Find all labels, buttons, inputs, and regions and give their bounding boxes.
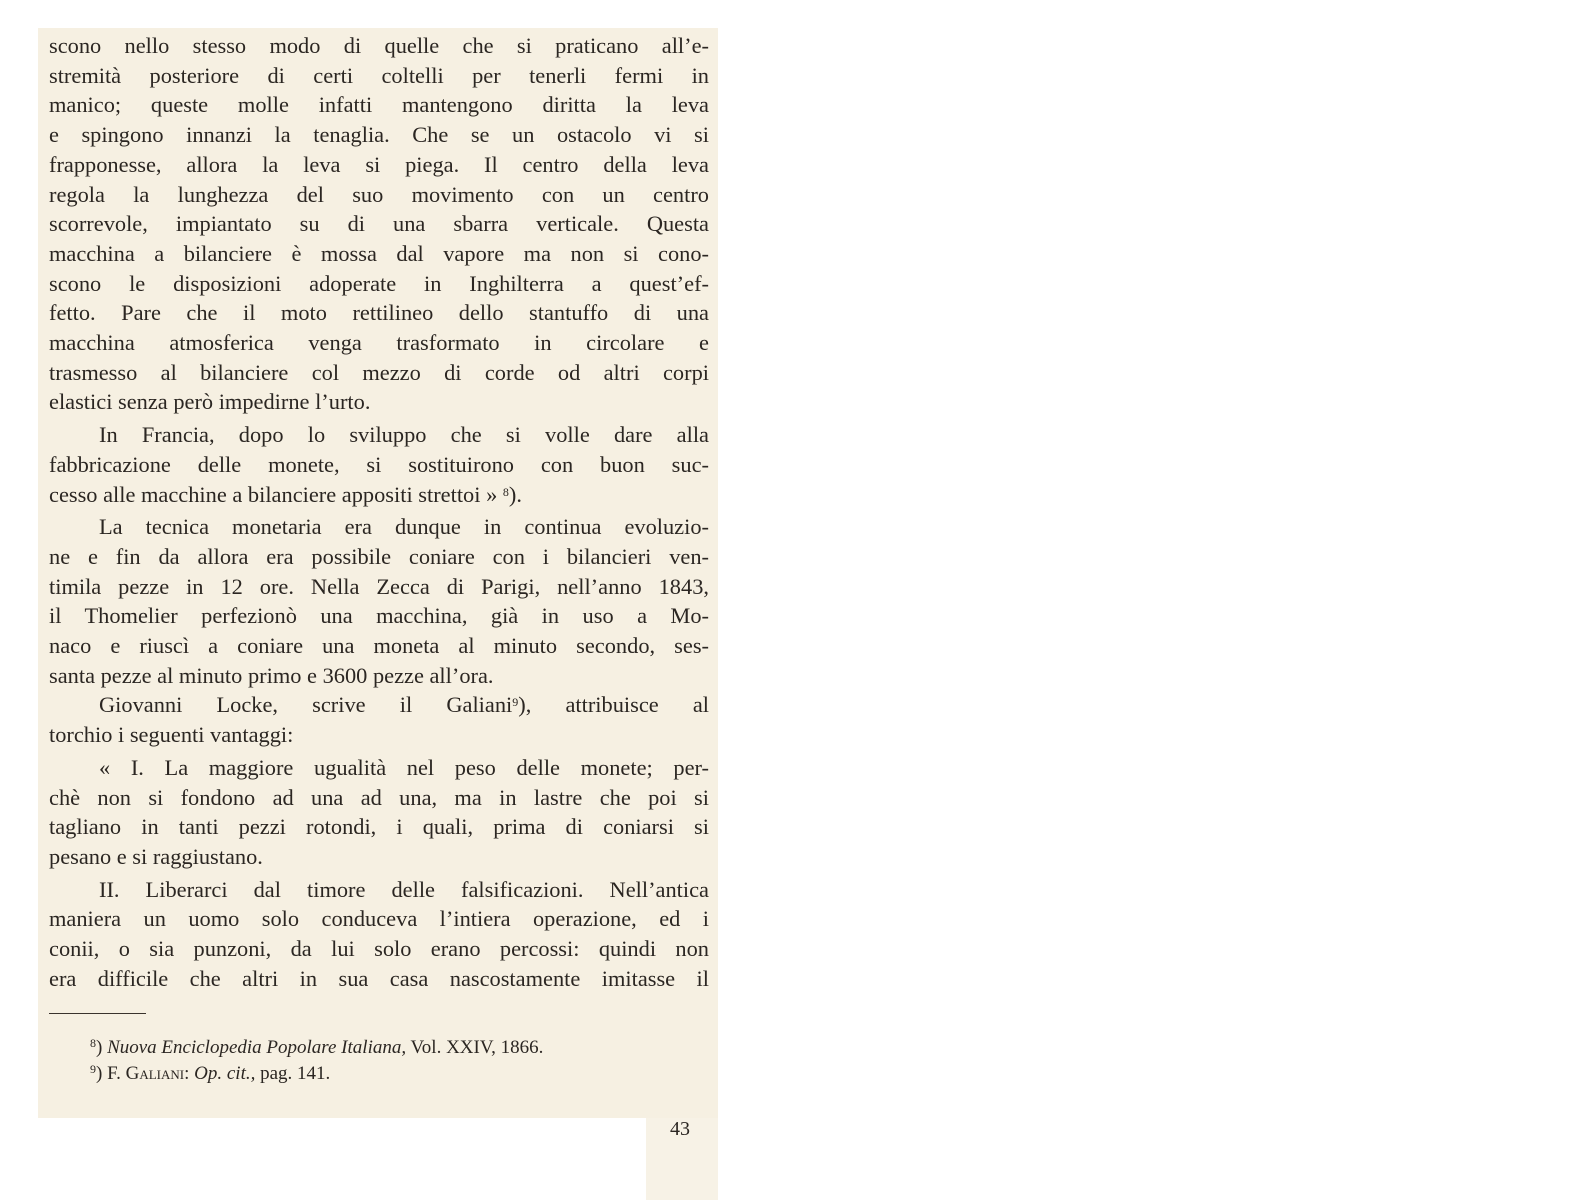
footnote-detail: Vol. XXIV, 1866. [406,1037,544,1058]
text-line [49,690,709,720]
paragraph-6 [49,875,709,994]
text-line: ne e fin da allora era possibile coniare con i bilancieri ven- [49,543,709,569]
text-line: manico; queste molle infatti mantengono diritta la leva [49,92,709,118]
footnote-ref-9: 9 [512,695,519,710]
footnote-separator [49,1013,146,1014]
text-line-part: ), attribuisce al [518,692,709,718]
text-line: fabbricazione delle monete, si sostituirono con buon suc- [49,451,709,477]
text-line: e spingono innanzi la tenaglia. Che se un ostacolo vi si [49,122,709,148]
scanned-page [38,28,718,1200]
text-line: torchio i seguenti vantaggi: [49,722,294,748]
text-line: chè non si fondono ad una ad una, ma in lastre che poi si [49,784,709,810]
text-line: maniera un uomo solo conduceva l’intiera operazione, ed i [49,906,709,932]
text-line-part: cesso alle macchine a bilanciere appositi strettoi » [49,481,503,507]
text-line: il Thomelier perfezionò una macchina, già in uso a Mo- [49,603,709,629]
text-line-part: ). [508,481,522,507]
body-text [49,31,709,994]
footnote-separator-text: : [184,1063,195,1084]
text-line: conii, o sia punzoni, da lui solo erano percossi: quindi non [49,936,709,962]
paragraph-1 [49,31,709,417]
text-line: trasmesso al bilanciere col mezzo di corde od altri corpi [49,359,709,385]
text-line: era difficile che altri in sua casa nascostamente imitasse il [49,965,709,991]
footnote-title: Op. cit., [194,1063,256,1084]
text-line: timila pezze in 12 ore. Nella Zecca di Parigi, nell’anno 1843, [49,573,709,599]
paragraph-2 [49,420,709,509]
text-line [49,480,709,510]
footnote-8: $^8$) Nuova Enciclopedia Popolare Italiana, Vol. XXIV, 1866. [90,1036,544,1058]
footnote-detail: pag. 141. [255,1063,331,1084]
text-line: La tecnica monetaria era dunque in continua evoluzio- [99,514,709,540]
text-line: II. Liberarci dal timore delle falsificazioni. Nell’antica [99,876,709,902]
text-line: naco e riuscì a coniare una moneta al minuto secondo, ses- [49,633,709,659]
footnote-ref-8: 8 [502,484,509,499]
text-line: elastici senza però impedirne l’urto. [49,389,371,415]
text-line: scono nello stesso modo di quelle che si praticano all’e- [49,33,709,58]
footnote-number: 8 [90,1036,96,1050]
paragraph-5 [49,753,709,872]
page-number: 43 [670,1118,690,1140]
text-line: santa pezze al minuto primo e 3600 pezze all’ora. [49,662,494,688]
footnote-number: 9 [90,1062,96,1076]
text-line: regola la lunghezza del suo movimento con un centro [49,181,709,207]
text-line: macchina atmosferica venga trasformato in circolare e [49,330,709,356]
text-line: macchina a bilanciere è mossa dal vapore ma non si cono- [49,240,709,266]
text-line: frapponesse, allora la leva si piega. Il centro della leva [49,151,709,177]
text-line: scorrevole, impiantato su di una sbarra verticale. Questa [49,211,709,237]
text-line: pesano e si raggiustano. [49,843,263,869]
text-line: In Francia, dopo lo sviluppo che si volle dare alla [99,422,709,448]
paragraph-4 [49,690,709,749]
text-line-part: Giovanni Locke, scrive il Galiani [99,692,513,718]
footnote-title: Nuova Enciclopedia Popolare Italiana, [107,1037,407,1058]
footnotes [90,1035,543,1087]
text-line: stremità posteriore di certi coltelli per tenerli fermi in [49,62,709,88]
footnote-9: $^9$) F. Galiani: Op. cit., pag. 141. [90,1062,331,1084]
text-line: fetto. Pare che il moto rettilineo dello stantuffo di una [49,300,709,326]
text-line: scono le disposizioni adoperate in Inghilterra a quest’ef- [49,270,709,296]
text-line: « I. La maggiore ugualità nel peso delle monete; per- [99,754,709,780]
footnote-author: F. Galiani [107,1063,185,1084]
text-line: tagliano in tanti pezzi rotondi, i quali, prima di coniarsi si [49,814,709,840]
paragraph-3 [49,512,709,690]
